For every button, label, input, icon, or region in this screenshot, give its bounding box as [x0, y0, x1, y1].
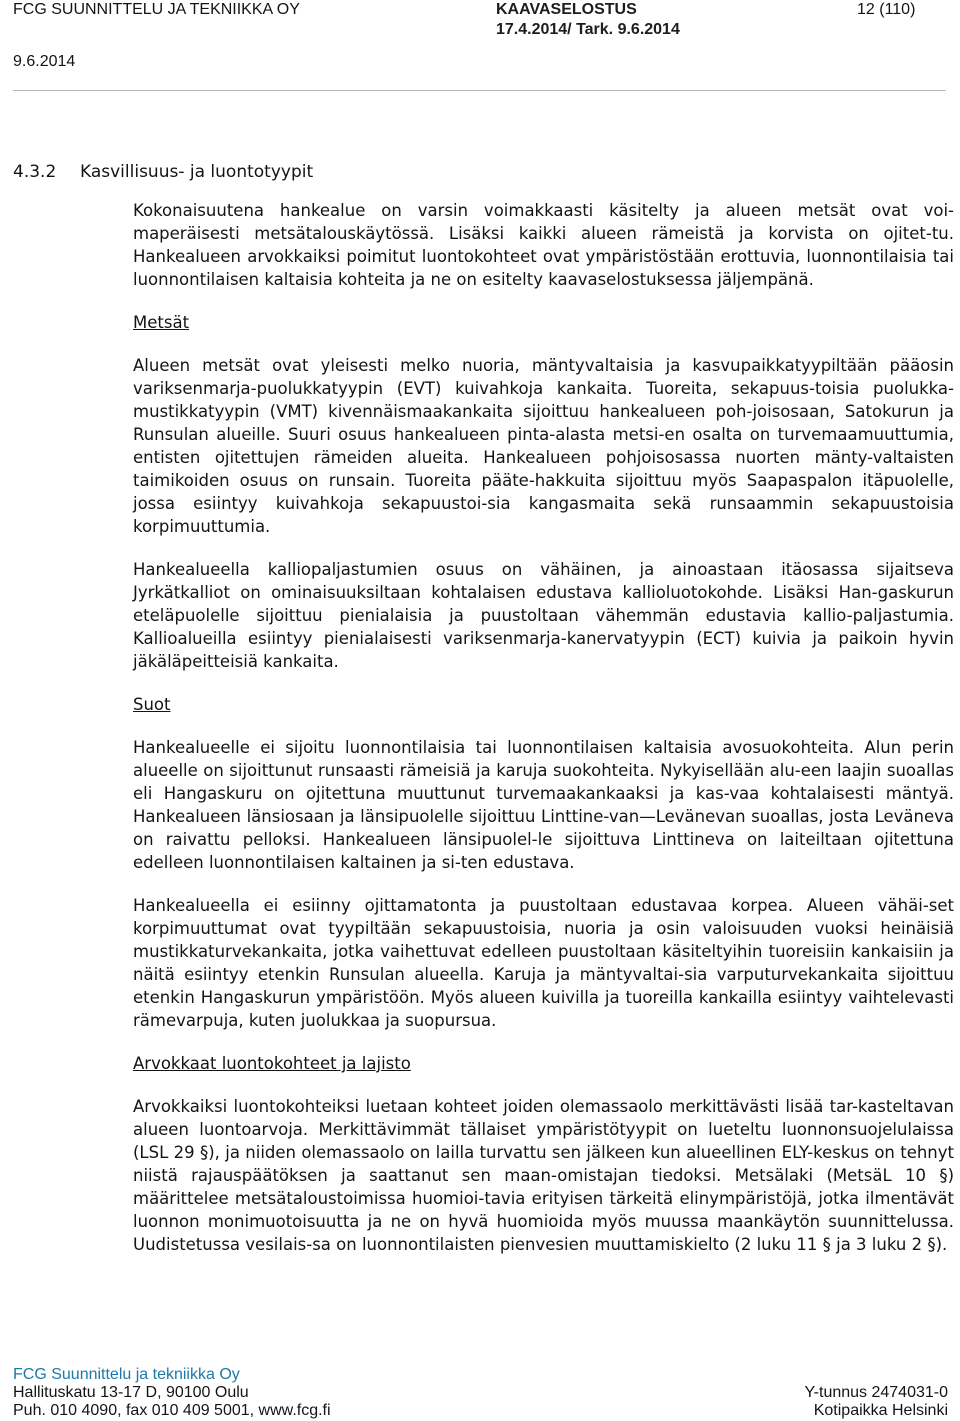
- subheading-metsat: Metsät: [133, 313, 190, 332]
- subheading-suot: Suot: [133, 695, 171, 714]
- footer-company: FCG Suunnittelu ja tekniikka Oy: [13, 1366, 240, 1383]
- metsat-paragraph-1: Alueen metsät ovat yleisesti melko nuoria, mäntyvaltaisia ja kasvupaikkatyypiltään pääosin variksenmarja-puolukkatyypin (EVT) kuivahkoja kankaita. Tuoreita, sekapuus-toisia puolukka-mustikkatyypin (VMT) kivennäismaakankaita sijoittuu hankealueen poh-joisosaan, Satokurun ja Runsulan alueille. Suuri osuus hankealueen pinta-alasta metsi-en osalta on turvemaamuuttumia, entisten ojitettujen rämeiden alueita. Hankealueen pohjoisosassa nuorten mänty-valtaisten taimikoiden osuus on runsain. Tuoreita pääte-hakkuita sijoittuu myös Saapaspalon itäpuolelle, jossa esiintyy kuivahkoja sekapuustoi-sia kangasmaita sekä runsaammin sekapuustoisia korpimuuttumia.: [133, 356, 954, 536]
- arvokkaat-text-2: ), ja niiden olemassaolo on lailla turvattu sen jälkeen kun alueellinen ELY-keskus on tehnyt niistä rajauspäätöksen ja saattanut sen maan-omistajan tiedoksi. Metsälaki (MetsäL 10: [133, 1143, 954, 1185]
- subheading-arvokkaat: Arvokkaat luontokohteet ja lajisto: [133, 1054, 411, 1073]
- section-sign-4: §: [927, 1235, 936, 1254]
- header-divider: [13, 90, 946, 91]
- footer-address: Hallituskatu 13-17 D, 90100 Oulu: [13, 1384, 249, 1401]
- section-heading: [13, 161, 313, 183]
- main-content: [133, 199, 954, 1256]
- section-number: 4.3.2: [13, 162, 57, 182]
- arvokkaat-text-3: ) määrittelee metsätaloustoimissa huomioi-tavia erityisen tärkeitä elinympäristöjä, jotka ilmentävät luonnon monimuotoisuutta ja ne on hyvä huomioida myös muussa maankäytön suunnittelussa. Uudistetussa vesilais-sa on luonnontilaisten pienvesien muuttamiskielto (2 luku 11: [133, 1166, 954, 1254]
- footer-row-1: [13, 1384, 948, 1402]
- metsat-paragraph-2: Hankealueella kalliopaljastumien osuus on vähäinen, ja ainoastaan itäosassa sijaitseva Jyrkätkalliot on ominaisuuksiltaan kohtalaisen edustava kallioluotokohde. Lisäksi Han-gaskurun eteläpuolelle sijoittuu pienialaisia ja puustoltaan vähemmän edustavia kallio-paljastumia. Kallioalueilla esiintyy pienialaisesti variksenmarja-kanervatyypin (ECT) kuivia ja paikoin hyvin jäkäläpeitteisiä kankaita.: [133, 560, 954, 671]
- header-organization: FCG SUUNNITTELU JA TEKNIIKKA OY: [13, 1, 300, 18]
- suot-paragraph-1: Hankealueelle ei sijoitu luonnontilaisia tai luonnontilaisen kaltaisia avosuokohteita. Alun perin alueelle on sijoittunut runsaasti rämeisiä ja karuja suokohteita. Nykyisellään alu-een laajin suoallas eli Hangaskuru on ojitettuna muuttunut turvemaakankaaksi ja kas-vaa kohtalaisesti mäntyä. Hankealueen länsiosaan ja länsipuolelle sijoittuu Linttine-van—Levänevan suoallas, josta Leväneva on raivattu pelloksi. Hankealueen länsipuolel-le sijoittuva Linttineva on laiteiltaan ojitettuna edelleen luonnontilaisen kaltainen ja si-ten edustava.: [133, 738, 954, 872]
- section-sign-1: §: [199, 1143, 209, 1162]
- page-footer: [13, 1366, 948, 1420]
- arvokkaat-text-1: Arvokkaiksi luontokohteiksi luetaan kohteet joiden olemassaolo merkittävästi lisää tar-kasteltavan alueen luontoarvoja. Merkittävimmät tällaiset ympäristötyypit on lueteltu luonnonsuojelulaissa (LSL 29: [133, 1097, 954, 1162]
- page-number: 12 (110): [857, 1, 916, 18]
- document-title: KAAVASELOSTUS: [496, 1, 637, 18]
- arvokkaat-paragraph: [133, 1095, 954, 1256]
- footer-domicile: Kotipaikka Helsinki: [813, 1402, 948, 1419]
- document-version: 17.4.2014/ Tark. 9.6.2014: [496, 21, 680, 38]
- arvokkaat-text-5: ).: [935, 1235, 948, 1254]
- section-title: Kasvillisuus- ja luontotyypit: [80, 162, 314, 182]
- section-sign-2: §: [939, 1166, 948, 1185]
- section-sign-3: §: [822, 1235, 831, 1254]
- arvokkaat-text-4: ja 3 luku 2: [830, 1235, 928, 1254]
- footer-row-2: [13, 1402, 948, 1420]
- footer-contact: Puh. 010 4090, fax 010 409 5001, www.fcg.fi: [13, 1402, 331, 1419]
- header-date: 9.6.2014: [13, 53, 76, 70]
- footer-business-id: Y-tunnus 2474031-0: [804, 1384, 948, 1401]
- intro-paragraph: Kokonaisuutena hankealue on varsin voimakkaasti käsitelty ja alueen metsät ovat voi-maperäisesti metsätalouskäytössä. Lisäksi kaikki alueen rämeistä ja korvista on ojitet-tu. Hankealueen arvokkaiksi poimitut luontokohteet ovat ympäristöstään erottuvia, luonnontilaisia tai luonnontilaisen kaltaisia kohteita ja ne on esitelty kaavaselostuksessa jäljempänä.: [133, 201, 954, 289]
- suot-paragraph-2: Hankealueella ei esiinny ojittamatonta ja puustoltaan edustavaa korpea. Alueen vähäi-set korpimuuttumat ovat tyypiltään sekapuustoisia, nuoria ja osin valoisuuden vuoksi heinäisiä mustikkaturvekankaita, jotka vaihettuvat edelleen puustoltaan käsiteltyihin tuoreisiin kankaisiin ja näitä esiintyy etenkin Runsulan alueella. Karuja ja mäntyvaltai-sia varputurvekankaita sijoittuu etenkin Hangaskurun ympäristöön. Myös alueen kuivilla ja tuoreilla kankailla esiintyy vaihtelevasti rämevarpuja, kuten juolukkaa ja suopursua.: [133, 896, 954, 1030]
